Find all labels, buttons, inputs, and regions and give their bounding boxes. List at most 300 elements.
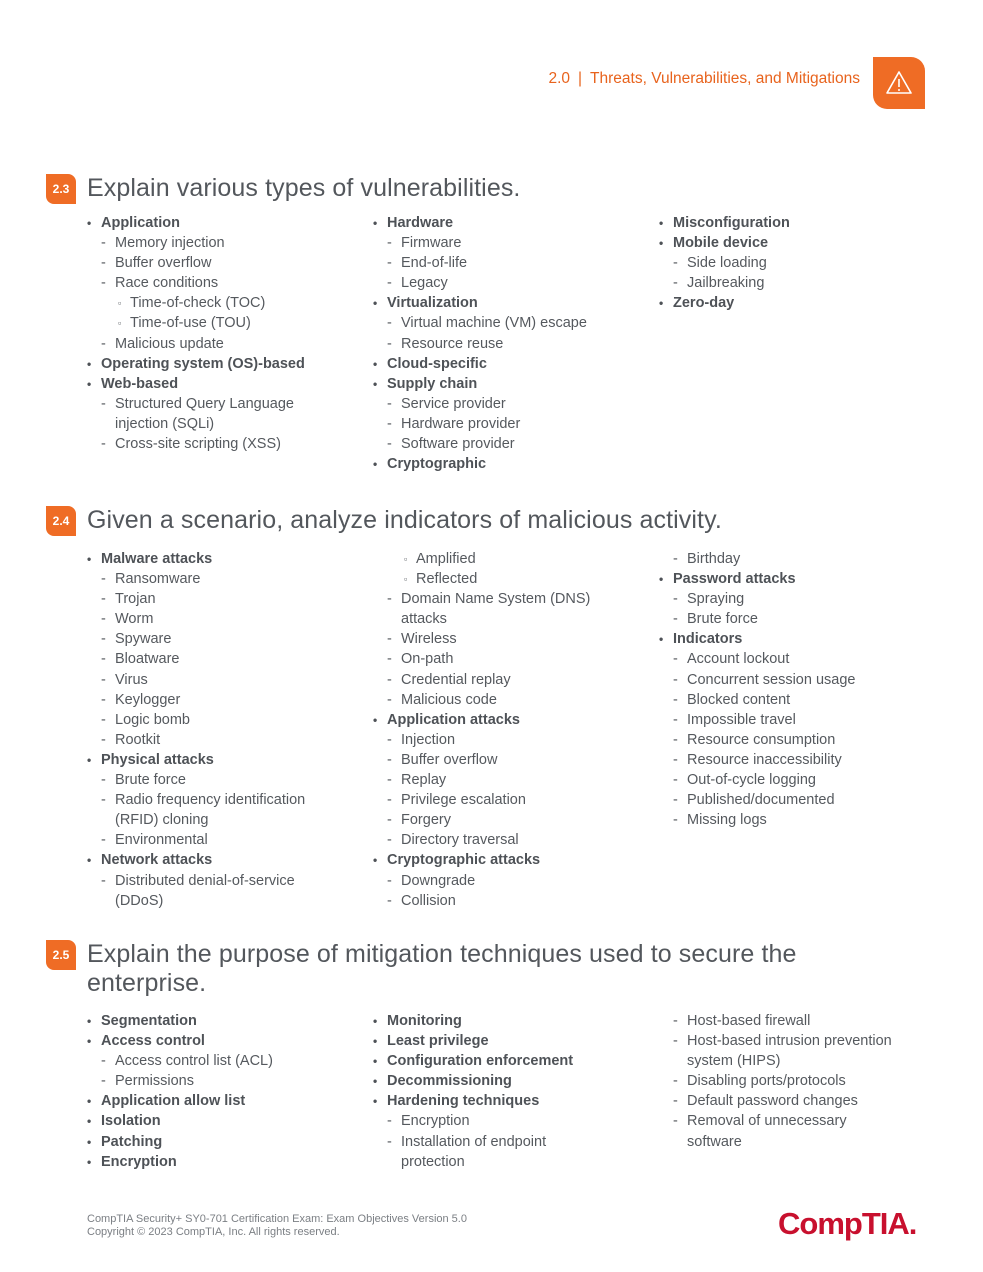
bullet-marker: •	[373, 376, 378, 391]
list-item-text: Time-of-check (TOC)	[130, 295, 266, 312]
list-item-text: Monitoring	[387, 1013, 462, 1029]
list-column	[87, 1011, 273, 1172]
dash-marker: -	[673, 611, 678, 628]
list-item-sub	[87, 730, 305, 750]
list-item-text: Virtual machine (VM) escape	[401, 315, 587, 332]
list-item-text: Virus	[115, 671, 148, 688]
list-item-bullet	[373, 374, 587, 394]
list-item-sub	[659, 1071, 892, 1091]
list-item-text: (DDoS)	[115, 892, 164, 909]
list-item-bullet	[659, 569, 855, 589]
dash-marker: -	[387, 671, 392, 688]
list-item-sub	[659, 730, 855, 750]
list-item-text: Removal of unnecessary	[687, 1113, 847, 1130]
list-item-text: Blocked content	[687, 691, 791, 708]
list-item-text: Missing logs	[687, 812, 767, 829]
list-item-sub	[373, 233, 587, 253]
list-item-bullet	[373, 293, 587, 313]
list-item-bullet	[659, 233, 790, 253]
section-badge: 2.5	[46, 940, 76, 970]
square-marker: ▫	[404, 554, 408, 564]
list-item-sub	[373, 1111, 573, 1131]
list-item-sub	[659, 690, 855, 710]
list-item-text: Impossible travel	[687, 711, 796, 728]
dash-marker: -	[101, 436, 106, 453]
list-item-sub	[87, 589, 305, 609]
list-item-text: Credential replay	[401, 671, 511, 688]
list-item-bullet	[659, 213, 790, 233]
list-item-sub	[373, 334, 587, 354]
section-title-line: Given a scenario, analyze indicators of malicious activity.	[87, 506, 722, 534]
list-item-text: Spyware	[115, 631, 172, 648]
dash-marker: -	[387, 436, 392, 453]
list-item-sub	[87, 253, 305, 273]
list-item-sub	[373, 810, 590, 830]
list-item-sub	[373, 830, 590, 850]
dash-marker: -	[101, 772, 106, 789]
list-item-sub	[373, 414, 587, 434]
list-item-text: Password attacks	[673, 571, 796, 588]
dash-marker: -	[387, 691, 392, 708]
list-item-text: Cryptographic attacks	[387, 852, 541, 869]
list-item-bullet	[373, 850, 590, 870]
square-marker: ▫	[404, 574, 408, 585]
dash-marker: -	[673, 551, 678, 567]
dash-marker: -	[101, 275, 106, 292]
list-item-text: Spraying	[687, 591, 745, 608]
list-item-text: Birthday	[687, 551, 741, 567]
list-item-text: Encryption	[101, 1153, 177, 1170]
dash-marker: -	[101, 395, 106, 412]
header-title	[548, 70, 860, 88]
list-item-sub	[87, 273, 305, 293]
bullet-marker: •	[373, 296, 378, 311]
list-item-text: Account lockout	[687, 651, 790, 668]
list-item-continuation	[659, 1051, 892, 1071]
list-item-sub	[87, 434, 305, 454]
list-item-text: Cross-site scripting (XSS)	[115, 436, 281, 453]
list-item-text: Zero-day	[673, 295, 735, 312]
list-item-text: Network attacks	[101, 852, 213, 869]
dash-marker: -	[101, 731, 106, 748]
dash-marker: -	[387, 415, 392, 432]
list-item-text: Ransomware	[115, 571, 201, 588]
dash-marker: -	[101, 691, 106, 708]
list-item-bullet	[87, 374, 305, 394]
section-title	[87, 174, 520, 203]
bullet-marker: •	[373, 1074, 378, 1089]
list-item-text: Resource consumption	[687, 731, 836, 748]
list-item-text: (RFID) cloning	[115, 812, 209, 829]
list-item-sub	[373, 313, 587, 333]
dash-marker: -	[387, 631, 392, 648]
list-item-text: Malware attacks	[101, 551, 213, 567]
list-item-text: Access control	[101, 1033, 205, 1050]
list-item-text: attacks	[401, 611, 447, 628]
list-item-text: Trojan	[115, 591, 156, 608]
bullet-marker: •	[373, 1014, 378, 1028]
list-item-text: Mobile device	[673, 235, 769, 252]
list-item-text: Brute force	[687, 611, 758, 628]
list-item-text: Software provider	[401, 436, 515, 453]
list-item-text: Environmental	[115, 832, 208, 849]
list-item-text: Memory injection	[115, 235, 225, 252]
list-item-sub	[373, 670, 590, 690]
list-item-sub	[373, 871, 590, 891]
list-item-bullet	[87, 1031, 273, 1051]
list-item-sub	[373, 730, 590, 750]
dash-marker: -	[101, 1073, 106, 1090]
list-item-text: Bloatware	[115, 651, 180, 668]
bullet-marker: •	[659, 236, 664, 251]
list-item-text: Downgrade	[401, 872, 476, 889]
list-item-sub	[87, 830, 305, 850]
dash-marker: -	[387, 395, 392, 412]
dash-marker: -	[387, 591, 392, 608]
bullet-marker: •	[87, 552, 92, 566]
list-item-sub	[373, 770, 590, 790]
list-item-sub	[87, 1051, 273, 1071]
list-item-sub	[373, 649, 590, 669]
list-item-text: Isolation	[101, 1113, 161, 1130]
bullet-marker: •	[373, 1034, 378, 1049]
list-item-continuation	[373, 609, 590, 629]
list-column	[373, 1011, 573, 1172]
bullet-marker: •	[373, 356, 378, 371]
section-title-line: Explain the purpose of mitigation techniques used to secure the	[87, 940, 797, 968]
list-item-text: Side loading	[687, 255, 767, 272]
list-item-sub	[373, 690, 590, 710]
list-item-text: On-path	[401, 651, 454, 668]
list-item-text: Domain Name System (DNS)	[401, 591, 591, 608]
list-item-text: Legacy	[401, 275, 448, 292]
comptia-logo: CompTIA.	[778, 1206, 917, 1241]
footer-line: CompTIA Security+ SY0-701 Certification Exam: Exam Objectives Version 5.0	[87, 1213, 467, 1225]
list-item-text: Disabling ports/protocols	[687, 1073, 846, 1090]
list-item-bullet	[373, 213, 587, 233]
list-item-sub	[87, 233, 305, 253]
list-item-sub	[87, 770, 305, 790]
bullet-marker: •	[87, 1094, 92, 1109]
square-marker: ▫	[118, 318, 122, 329]
footer-text	[87, 1213, 467, 1239]
dash-marker: -	[387, 255, 392, 272]
list-item-text: Encryption	[401, 1113, 470, 1130]
list-item-sub	[87, 790, 305, 810]
list-item-text: Application	[101, 215, 180, 231]
bullet-marker: •	[659, 296, 664, 311]
list-item-continuation	[87, 810, 305, 830]
list-item-bullet	[373, 1011, 573, 1031]
list-item-text: Hardware	[387, 215, 454, 231]
dash-marker: -	[101, 792, 106, 809]
list-item-text: Structured Query Language	[115, 395, 294, 412]
dash-marker: -	[673, 1113, 678, 1130]
dash-marker: -	[101, 591, 106, 608]
dash-marker: -	[673, 1013, 678, 1029]
dash-marker: -	[101, 255, 106, 272]
list-item-text: Hardening techniques	[387, 1093, 540, 1110]
list-item-sub	[659, 810, 855, 830]
list-item-text: Malicious update	[115, 335, 224, 352]
dash-marker: -	[101, 671, 106, 688]
list-item-bullet	[87, 549, 305, 569]
list-item-sub	[659, 1091, 892, 1111]
list-item-bullet	[373, 1071, 573, 1091]
list-item-bullet	[373, 354, 587, 374]
list-item-text: Directory traversal	[401, 832, 519, 849]
section-title-line: enterprise.	[87, 969, 207, 997]
dash-marker: -	[101, 235, 106, 252]
dash-marker: -	[387, 812, 392, 829]
list-item-bullet	[87, 213, 305, 233]
list-item-sub	[87, 710, 305, 730]
list-item-sub	[659, 1011, 892, 1031]
section-badge: 2.4	[46, 506, 76, 536]
list-item-text: Jailbreaking	[687, 275, 765, 292]
bullet-marker: •	[87, 356, 92, 371]
dash-marker: -	[101, 611, 106, 628]
list-item-text: Hardware provider	[401, 415, 521, 432]
list-item-sub	[87, 394, 305, 414]
list-item-text: Misconfiguration	[673, 215, 790, 231]
dash-marker: -	[387, 651, 392, 668]
dash-marker: -	[387, 1133, 392, 1150]
list-item-sub	[659, 589, 855, 609]
list-item-text: Decommissioning	[387, 1073, 512, 1090]
list-item-text: injection (SQLi)	[115, 415, 215, 432]
list-item-text: Resource reuse	[401, 335, 504, 352]
dash-marker: -	[673, 255, 678, 272]
list-item-bullet	[659, 629, 855, 649]
list-item-text: Cryptographic	[387, 456, 487, 473]
list-item-bullet	[87, 1091, 273, 1111]
bullet-marker: •	[87, 216, 92, 230]
dash-marker: -	[101, 335, 106, 352]
dash-marker: -	[387, 792, 392, 809]
list-item-sub	[659, 649, 855, 669]
list-item-text: Patching	[101, 1133, 163, 1150]
list-item-text: Rootkit	[115, 731, 161, 748]
list-item-sub	[373, 750, 590, 770]
dash-marker: -	[673, 651, 678, 668]
list-item-text: Buffer overflow	[401, 751, 498, 768]
list-item-sub	[659, 253, 790, 273]
bullet-marker: •	[373, 712, 378, 727]
dash-marker: -	[101, 872, 106, 889]
list-item-sub	[87, 649, 305, 669]
bullet-marker: •	[87, 1154, 92, 1169]
bullet-marker: •	[659, 216, 664, 230]
list-item-text: Time-of-use (TOU)	[130, 315, 251, 332]
list-item-text: Access control list (ACL)	[115, 1053, 273, 1070]
dash-marker: -	[673, 792, 678, 809]
list-item-continuation	[659, 1132, 892, 1152]
list-item-subsub	[373, 549, 590, 569]
list-item-bullet	[87, 354, 305, 374]
list-item-text: Reflected	[416, 571, 478, 588]
list-item-sub	[659, 609, 855, 629]
dash-marker: -	[387, 275, 392, 292]
list-item-text: End-of-life	[401, 255, 468, 272]
list-item-text: Distributed denial-of-service	[115, 872, 295, 889]
list-item-text: Host-based firewall	[687, 1013, 811, 1029]
list-item-sub	[87, 1071, 273, 1091]
list-item-text: Virtualization	[387, 295, 478, 312]
list-item-text: Host-based intrusion prevention	[687, 1033, 892, 1050]
list-item-text: Buffer overflow	[115, 255, 212, 272]
bullet-marker: •	[87, 376, 92, 391]
bullet-marker: •	[373, 853, 378, 868]
bullet-marker: •	[87, 1034, 92, 1049]
dash-marker: -	[673, 591, 678, 608]
dash-marker: -	[387, 235, 392, 252]
warning-triangle-icon	[884, 68, 914, 98]
list-item-text: Firmware	[401, 235, 462, 252]
dash-marker: -	[387, 872, 392, 889]
list-item-bullet	[87, 750, 305, 770]
header-separator: |	[578, 70, 583, 87]
list-item-text: Cloud-specific	[387, 355, 487, 372]
list-item-text: Physical attacks	[101, 751, 214, 768]
list-item-text: Forgery	[401, 812, 451, 829]
bullet-marker: •	[659, 572, 664, 587]
list-item-text: Segmentation	[101, 1013, 197, 1029]
list-item-sub	[373, 891, 590, 911]
list-item-bullet	[87, 1132, 273, 1152]
dash-marker: -	[101, 832, 106, 849]
list-item-text: Keylogger	[115, 691, 181, 708]
list-item-sub	[87, 629, 305, 649]
list-item-text: Default password changes	[687, 1093, 858, 1110]
list-item-sub	[659, 1111, 892, 1131]
list-item-continuation	[87, 414, 305, 434]
list-item-bullet	[373, 1091, 573, 1111]
list-item-sub	[87, 670, 305, 690]
list-item-sub	[659, 790, 855, 810]
bullet-marker: •	[87, 1014, 92, 1028]
footer-copyright: Copyright © 2023 CompTIA, Inc. All rights reserved.	[87, 1226, 340, 1238]
list-item-bullet	[87, 1152, 273, 1172]
dash-marker: -	[673, 812, 678, 829]
list-item-continuation	[373, 1152, 573, 1172]
list-item-sub	[373, 434, 587, 454]
dash-marker: -	[673, 711, 678, 728]
list-item-text: Amplified	[416, 551, 476, 567]
dash-marker: -	[673, 751, 678, 768]
list-item-text: Application allow list	[101, 1093, 246, 1110]
list-item-text: system (HIPS)	[687, 1053, 781, 1070]
list-item-text: Supply chain	[387, 375, 478, 392]
bullet-marker: •	[87, 1134, 92, 1149]
list-item-bullet	[373, 454, 587, 474]
list-item-bullet	[373, 1051, 573, 1071]
bullet-marker: •	[373, 216, 378, 230]
bullet-marker: •	[659, 632, 664, 647]
section-title	[87, 506, 722, 535]
list-column	[659, 549, 855, 830]
dash-marker: -	[673, 731, 678, 748]
dash-marker: -	[673, 671, 678, 688]
bullet-marker: •	[87, 853, 92, 868]
dash-marker: -	[101, 651, 106, 668]
list-item-text: Replay	[401, 772, 447, 789]
dash-marker: -	[101, 711, 106, 728]
dash-marker: -	[673, 1093, 678, 1110]
list-item-sub	[373, 253, 587, 273]
list-item-sub	[659, 770, 855, 790]
list-item-sub	[373, 394, 587, 414]
section-title-line: Explain various types of vulnerabilities.	[87, 174, 521, 202]
list-item-sub	[87, 690, 305, 710]
dash-marker: -	[387, 772, 392, 789]
bullet-marker: •	[373, 457, 378, 472]
dash-marker: -	[101, 631, 106, 648]
dash-marker: -	[387, 832, 392, 849]
list-item-text: Resource inaccessibility	[687, 751, 842, 768]
list-item-bullet	[87, 1111, 273, 1131]
list-item-sub	[373, 790, 590, 810]
list-item-text: Privilege escalation	[401, 792, 526, 809]
list-item-subsub	[87, 293, 305, 313]
list-item-sub	[659, 710, 855, 730]
dash-marker: -	[673, 772, 678, 789]
list-item-text: Published/documented	[687, 792, 835, 809]
list-item-sub	[659, 273, 790, 293]
list-item-text: Radio frequency identification	[115, 792, 306, 809]
list-column	[87, 213, 305, 454]
list-item-sub	[373, 629, 590, 649]
bullet-marker: •	[373, 1054, 378, 1069]
list-item-subsub	[87, 313, 305, 333]
list-item-text: Least privilege	[387, 1033, 489, 1050]
header-icon-tile	[873, 57, 925, 109]
list-item-sub	[87, 334, 305, 354]
list-item-text: software	[687, 1133, 742, 1150]
dash-marker: -	[673, 691, 678, 708]
list-item-text: Race conditions	[115, 275, 219, 292]
square-marker: ▫	[118, 298, 122, 309]
list-item-subsub	[373, 569, 590, 589]
list-item-bullet	[87, 850, 305, 870]
list-column	[659, 1011, 892, 1152]
list-item-text: Logic bomb	[115, 711, 190, 728]
list-item-text: Permissions	[115, 1073, 194, 1090]
list-item-text: Collision	[401, 892, 456, 909]
bullet-marker: •	[373, 1094, 378, 1109]
header-number: 2.0	[548, 70, 571, 87]
list-item-text: Out-of-cycle logging	[687, 772, 816, 789]
dash-marker: -	[387, 731, 392, 748]
dash-marker: -	[387, 315, 392, 332]
list-item-sub	[373, 273, 587, 293]
list-item-text: Wireless	[401, 631, 457, 648]
dash-marker: -	[387, 751, 392, 768]
list-item-sub	[87, 569, 305, 589]
list-item-sub	[87, 609, 305, 629]
bullet-marker: •	[87, 1114, 92, 1129]
list-column	[373, 549, 590, 911]
list-item-text: Operating system (OS)-based	[101, 355, 305, 372]
list-item-bullet	[659, 293, 790, 313]
dash-marker: -	[101, 1053, 106, 1070]
dash-marker: -	[387, 1113, 392, 1130]
list-item-bullet	[373, 1031, 573, 1051]
list-item-text: Indicators	[673, 631, 743, 648]
dash-marker: -	[673, 275, 678, 292]
list-column	[659, 213, 790, 313]
list-item-text: Injection	[401, 731, 456, 748]
